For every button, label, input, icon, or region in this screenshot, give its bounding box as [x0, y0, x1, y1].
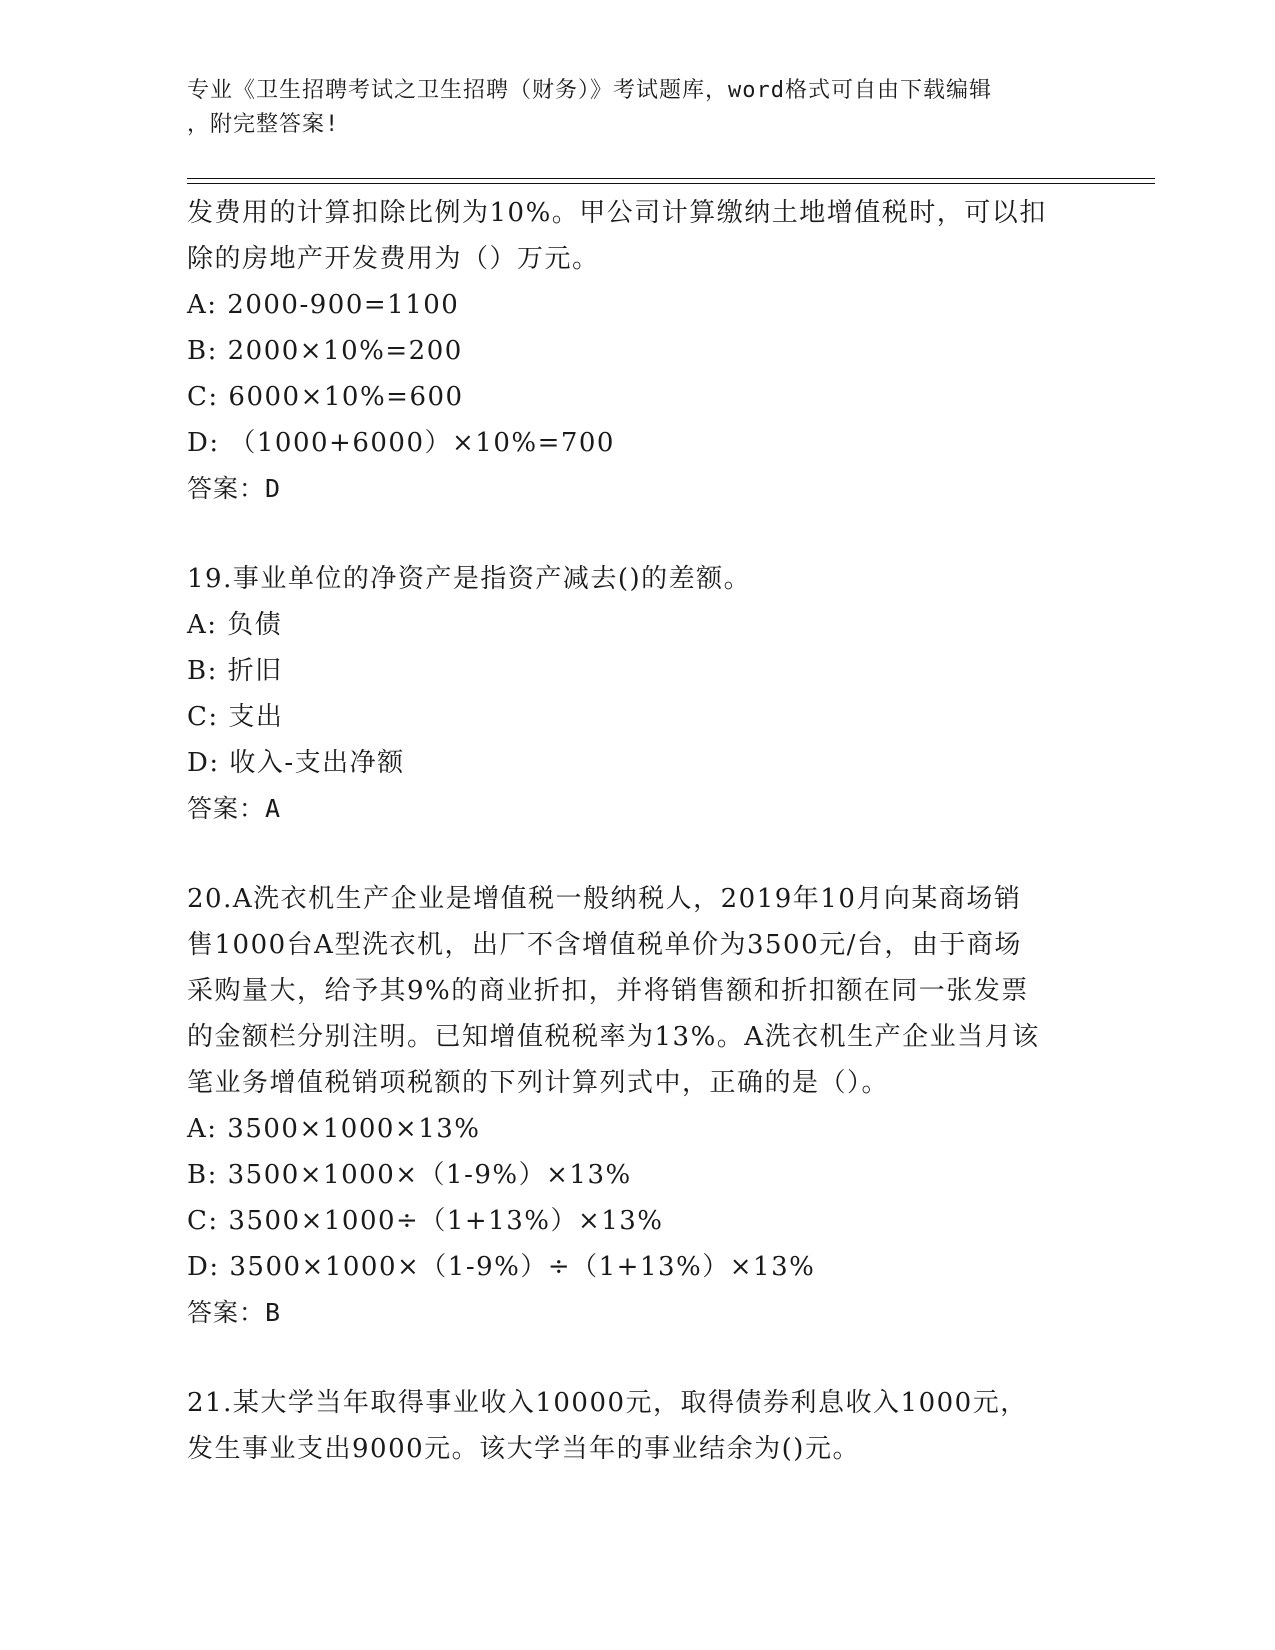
document-header — [187, 74, 1087, 142]
option-a: A: 3500×1000×13% — [187, 1114, 481, 1144]
question-text-line: 除的房地产开发费用为（）万元。 — [187, 244, 600, 274]
option-a: A: 负债 — [187, 610, 283, 640]
question-text-line: 19.事业单位的净资产是指资产减去()的差额。 — [187, 564, 752, 594]
spacer — [187, 1336, 1087, 1380]
option-d: D: （1000+6000）×10%=700 — [187, 428, 615, 458]
header-line-1: 专业《卫生招聘考试之卫生招聘（财务）》考试题库，word格式可自由下载编辑 — [187, 78, 992, 103]
header-divider-top — [187, 178, 1155, 179]
spacer — [187, 832, 1087, 876]
option-b: B: 3500×1000×（1-9%）×13% — [187, 1160, 632, 1190]
question-text-line: 的金额栏分别注明。已知增值税税率为13%。A洗衣机生产企业当月该 — [187, 1022, 1040, 1052]
answer: 答案：B — [187, 1298, 282, 1327]
spacer — [187, 512, 1087, 556]
option-d: D: 3500×1000×（1-9%）÷（1+13%）×13% — [187, 1252, 816, 1282]
question-19 — [187, 556, 1087, 832]
option-b: B: 2000×10%=200 — [187, 336, 463, 366]
question-text-line: 售1000台A型洗衣机，出厂不含增值税单价为3500元/台，由于商场 — [187, 930, 1022, 960]
option-c: C: 6000×10%=600 — [187, 382, 464, 412]
option-d: D: 收入-支出净额 — [187, 748, 405, 778]
option-c: C: 支出 — [187, 702, 284, 732]
option-a: A: 2000-900=1100 — [187, 290, 460, 320]
answer: 答案：A — [187, 794, 282, 823]
answer: 答案：D — [187, 474, 282, 503]
question-18 — [187, 190, 1087, 512]
question-text-line: 21.某大学当年取得事业收入10000元，取得债券利息收入1000元， — [187, 1388, 1028, 1418]
header-divider-bottom — [187, 183, 1155, 184]
question-text-line: 笔业务增值税销项税额的下列计算列式中，正确的是（）。 — [187, 1068, 890, 1098]
question-21 — [187, 1380, 1087, 1472]
question-text-line: 发生事业支出9000元。该大学当年的事业结余为()元。 — [187, 1434, 860, 1464]
question-20 — [187, 876, 1087, 1336]
question-text-line: 20.A洗衣机生产企业是增值税一般纳税人，2019年10月向某商场销 — [187, 884, 1022, 914]
question-content — [187, 190, 1087, 1472]
option-c: C: 3500×1000÷（1+13%）×13% — [187, 1206, 664, 1236]
option-b: B: 折旧 — [187, 656, 283, 686]
header-line-2: ，附完整答案! — [187, 112, 340, 137]
question-text-line: 采购量大，给予其9%的商业折扣，并将销售额和折扣额在同一张发票 — [187, 976, 1029, 1006]
question-text-line: 发费用的计算扣除比例为10%。甲公司计算缴纳土地增值税时，可以扣 — [187, 198, 1047, 228]
